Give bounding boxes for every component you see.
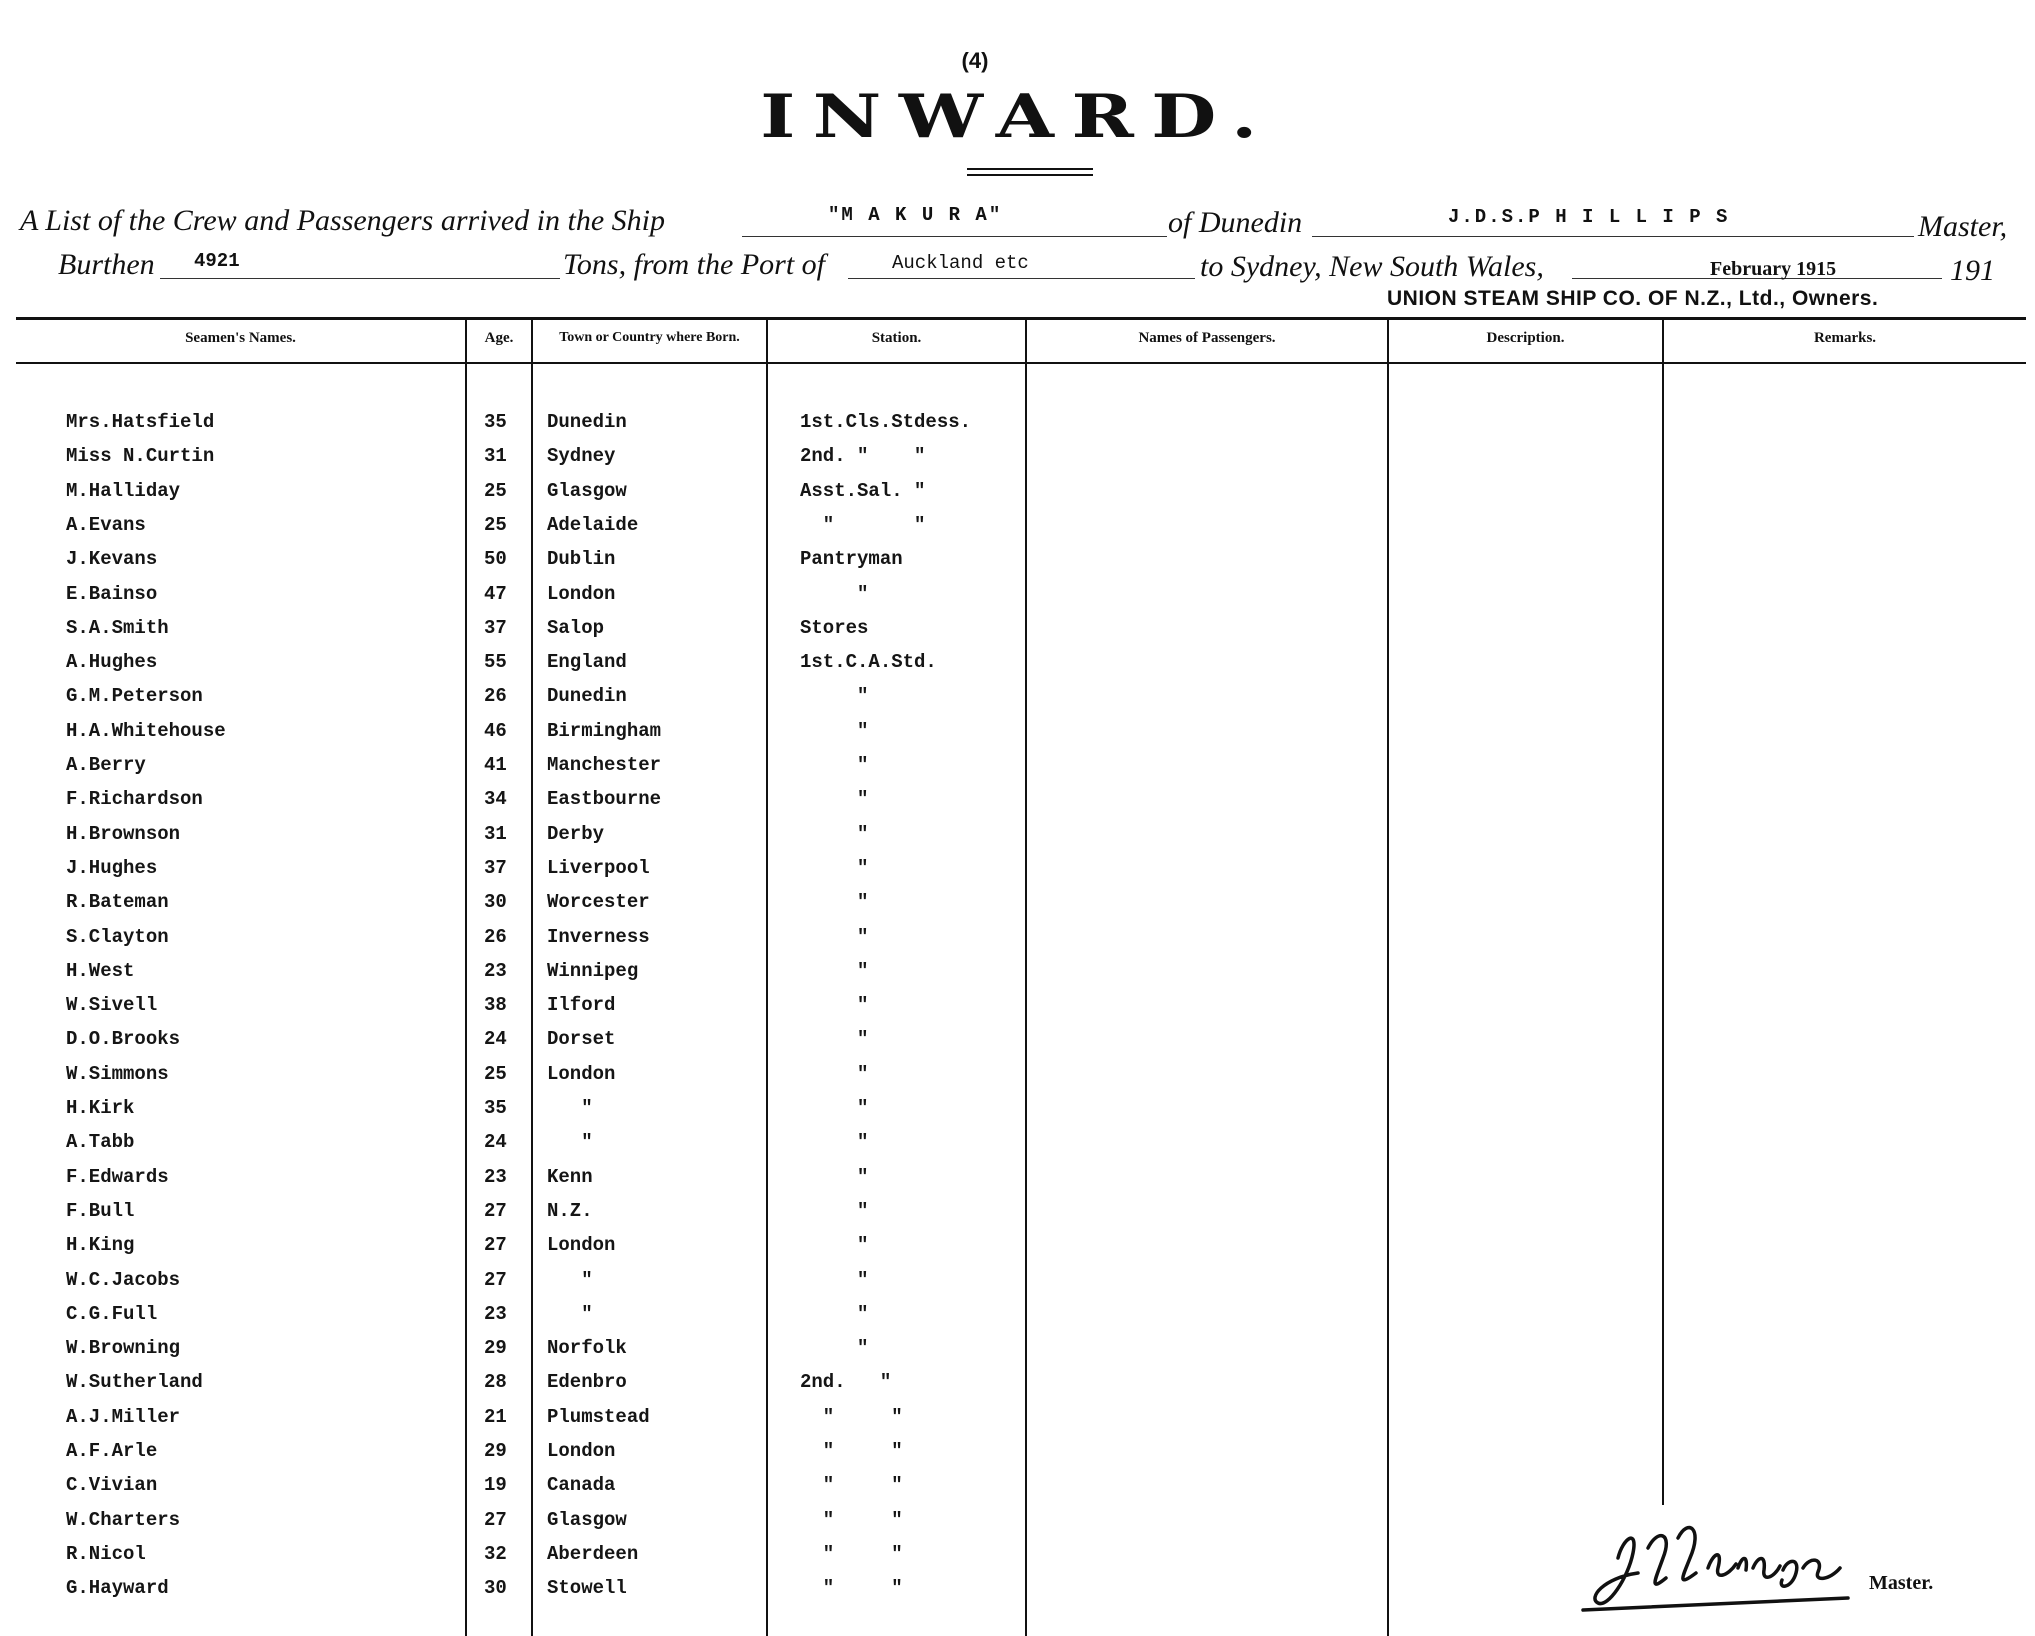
crew-age: 23 [484, 1165, 507, 1188]
crew-town: London [547, 582, 616, 605]
table-row [0, 1166, 2035, 1196]
master-fill-line [1312, 236, 1914, 237]
crew-town: Dunedin [547, 685, 627, 708]
crew-station: " [800, 891, 869, 914]
crew-town: England [547, 651, 627, 674]
crew-station: " [800, 1268, 869, 1291]
crew-age: 25 [484, 1062, 507, 1085]
crew-town: Glasgow [547, 1508, 627, 1531]
crew-age: 37 [484, 856, 507, 879]
table-row [0, 583, 2035, 613]
table-row [0, 1131, 2035, 1161]
crew-town: Norfolk [547, 1337, 627, 1360]
crew-name: W.C.Jacobs [66, 1268, 181, 1291]
column-header-age: Age. [484, 330, 514, 346]
crew-station: " [800, 1028, 869, 1051]
table-row [0, 651, 2035, 681]
crew-age: 19 [484, 1474, 507, 1497]
table-top-rule [16, 317, 2026, 320]
crew-name: W.Sutherland [66, 1371, 203, 1394]
crew-station: " [800, 754, 869, 776]
port-fill-line [848, 278, 1195, 279]
crew-town: London [547, 1234, 616, 1257]
crew-town: Adelaide [547, 513, 639, 536]
crew-station: " " [800, 1474, 903, 1497]
table-row [0, 1200, 2035, 1230]
crew-name: A.F.Arle [66, 1440, 158, 1462]
crew-town: Plumstead [547, 1405, 650, 1428]
crew-town: Aberdeen [547, 1542, 639, 1565]
crew-age: 35 [484, 1097, 507, 1119]
crew-name: W.Sivell [66, 994, 158, 1017]
column-header-town-born: Town or Country where Born. [559, 330, 740, 345]
signature-text: J.D.S.Phillips [1578, 1498, 1584, 1499]
page-title: INWARD. [760, 82, 1275, 152]
crew-name: W.Simmons [66, 1062, 169, 1085]
crew-name: Miss N.Curtin [66, 445, 215, 468]
master-label: Master, [1918, 210, 2008, 243]
title-rule-bottom [967, 174, 1093, 176]
table-header-rule [16, 362, 2026, 364]
crew-town: " [547, 1268, 593, 1291]
crew-station: " [800, 1062, 869, 1085]
crew-station: " [800, 1131, 869, 1154]
crew-name: A.Tabb [66, 1131, 135, 1154]
crew-station: " " [800, 1405, 903, 1428]
ship-name: "M A K U R A" [828, 204, 1003, 226]
crew-age: 26 [484, 925, 507, 948]
column-header-station: Station. [871, 330, 922, 346]
table-row [0, 891, 2035, 921]
table-row [0, 480, 2035, 510]
crew-name: W.Browning [66, 1337, 181, 1360]
master-signature [1578, 1498, 1858, 1618]
crew-town: Liverpool [547, 856, 650, 879]
crew-station: " [800, 856, 869, 879]
crew-age: 25 [484, 513, 507, 536]
title-rule-top [967, 168, 1093, 170]
crew-station: " [800, 1234, 869, 1257]
table-row [0, 1063, 2035, 1093]
crew-name: R.Bateman [66, 891, 169, 914]
crew-age: 47 [484, 582, 507, 605]
table-row [0, 1303, 2035, 1333]
crew-age: 38 [484, 994, 507, 1017]
crew-age: 31 [484, 445, 507, 468]
crew-name: E.Bainso [66, 582, 158, 605]
crew-town: Dublin [547, 548, 616, 571]
crew-station: Stores [800, 616, 869, 639]
crew-town: Canada [547, 1474, 616, 1497]
crew-station: " [800, 994, 869, 1017]
table-row [0, 685, 2035, 715]
date-value: February 1915 [1710, 258, 1837, 280]
form-line1-prefix: A List of the Crew and Passengers arrived in the Ship [20, 204, 665, 237]
crew-age: 34 [484, 788, 507, 811]
crew-age: 27 [484, 1199, 507, 1222]
crew-age: 55 [484, 651, 507, 674]
crew-age: 29 [484, 1337, 507, 1360]
crew-station: 2nd. " " [800, 445, 926, 468]
crew-station: 1st.C.A.Std. [800, 651, 937, 674]
owners-line: UNION STEAM SHIP CO. OF N.Z., Ltd., Owners. [1387, 287, 1879, 310]
table-row [0, 788, 2035, 818]
crew-town: " [547, 1097, 593, 1119]
table-row [0, 926, 2035, 956]
crew-station: 2nd. " [800, 1371, 892, 1394]
crew-station: " [800, 959, 869, 982]
crew-name: F.Bull [66, 1199, 135, 1222]
crew-name: M.Halliday [66, 479, 181, 502]
crew-name: F.Edwards [66, 1165, 169, 1188]
crew-name: S.A.Smith [66, 616, 169, 639]
crew-station: " " [800, 1508, 903, 1531]
crew-name: G.Hayward [66, 1577, 169, 1600]
crew-name: C.Vivian [66, 1474, 158, 1497]
crew-name: A.Evans [66, 513, 146, 536]
table-row [0, 960, 2035, 990]
crew-name: Mrs.Hatsfield [66, 411, 215, 433]
crew-age: 30 [484, 891, 507, 914]
crew-age: 46 [484, 719, 507, 742]
table-row [0, 754, 2035, 784]
table-row [0, 445, 2035, 475]
crew-station: " [800, 1302, 869, 1325]
table-row [0, 1440, 2035, 1470]
crew-name: G.M.Peterson [66, 685, 203, 708]
crew-station: Asst.Sal. " [800, 479, 926, 502]
crew-station: " " [800, 513, 926, 536]
table-row [0, 1406, 2035, 1436]
burthen-value: 4921 [194, 250, 240, 272]
crew-town: Kenn [547, 1165, 593, 1188]
table-row [0, 1269, 2035, 1299]
crew-town: Birmingham [547, 719, 662, 742]
crew-name: A.Hughes [66, 651, 158, 674]
table-row [0, 1234, 2035, 1264]
crew-town: " [547, 1302, 593, 1325]
table-row [0, 994, 2035, 1024]
signature-master-label: Master. [1869, 1572, 1934, 1594]
crew-age: 32 [484, 1542, 507, 1565]
page-number: (4) [961, 48, 989, 73]
crew-town: London [547, 1440, 616, 1462]
crew-town: Edenbro [547, 1371, 627, 1394]
crew-station: " [800, 822, 869, 845]
crew-name: H.King [66, 1234, 135, 1257]
table-row [0, 617, 2035, 647]
crew-age: 27 [484, 1508, 507, 1531]
burthen-label: Burthen [58, 248, 155, 281]
crew-age: 41 [484, 754, 507, 776]
crew-age: 30 [484, 1577, 507, 1600]
crew-town: Inverness [547, 925, 650, 948]
crew-station: " [800, 1199, 869, 1222]
crew-age: 27 [484, 1268, 507, 1291]
crew-station: " [800, 925, 869, 948]
crew-age: 28 [484, 1371, 507, 1394]
crew-town: N.Z. [547, 1199, 593, 1222]
crew-age: 31 [484, 822, 507, 845]
crew-name: J.Hughes [66, 856, 158, 879]
to-sydney-label: to Sydney, New South Wales, [1200, 250, 1544, 283]
column-header-seamen-names: Seamen's Names. [185, 330, 296, 346]
crew-town: Sydney [547, 445, 616, 468]
crew-name: R.Nicol [66, 1542, 146, 1565]
crew-station: " [800, 719, 869, 742]
crew-town: " [547, 1131, 593, 1154]
crew-station: " [800, 788, 869, 811]
crew-town: Manchester [547, 754, 662, 776]
ship-fill-line [742, 236, 1167, 237]
crew-town: Stowell [547, 1577, 627, 1600]
crew-town: Eastbourne [547, 788, 662, 811]
year-label: 191 [1950, 254, 1995, 287]
crew-station: " [800, 1337, 869, 1360]
port-value: Auckland etc [892, 252, 1029, 274]
crew-age: 24 [484, 1131, 507, 1154]
crew-name: H.Kirk [66, 1097, 135, 1119]
crew-name: H.West [66, 959, 135, 982]
crew-station: " " [800, 1440, 903, 1462]
table-row [0, 1097, 2035, 1127]
column-header-passenger-names: Names of Passengers. [1138, 330, 1276, 346]
master-name: J.D.S.P H I L L I P S [1448, 206, 1730, 228]
crew-name: W.Charters [66, 1508, 181, 1531]
crew-town: London [547, 1062, 616, 1085]
crew-age: 23 [484, 959, 507, 982]
crew-station: " " [800, 1542, 903, 1565]
crew-name: H.Brownson [66, 822, 181, 845]
crew-station: Pantryman [800, 548, 903, 571]
tons-label: Tons, from the Port of [563, 248, 825, 281]
crew-station: " " [800, 1577, 903, 1600]
crew-station: " [800, 1165, 869, 1188]
crew-name: H.A.Whitehouse [66, 719, 226, 742]
of-dunedin-label: of Dunedin [1168, 206, 1303, 239]
crew-town: Ilford [547, 994, 616, 1017]
crew-town: Winnipeg [547, 959, 639, 982]
crew-town: Dunedin [547, 411, 627, 433]
crew-station: 1st.Cls.Stdess. [800, 411, 972, 433]
table-row [0, 1337, 2035, 1367]
crew-age: 35 [484, 411, 507, 433]
crew-station: " [800, 582, 869, 605]
crew-age: 27 [484, 1234, 507, 1257]
crew-age: 29 [484, 1440, 507, 1462]
table-row [0, 514, 2035, 544]
crew-name: J.Kevans [66, 548, 158, 571]
crew-age: 23 [484, 1302, 507, 1325]
crew-age: 25 [484, 479, 507, 502]
crew-age: 50 [484, 548, 507, 571]
table-row [0, 411, 2035, 441]
table-row [0, 857, 2035, 887]
crew-name: C.G.Full [66, 1302, 158, 1325]
crew-town: Dorset [547, 1028, 616, 1051]
table-row [0, 720, 2035, 750]
table-row [0, 823, 2035, 853]
crew-town: Derby [547, 822, 605, 845]
crew-station: " [800, 1097, 869, 1119]
crew-age: 21 [484, 1405, 507, 1428]
table-row [0, 1028, 2035, 1058]
crew-name: F.Richardson [66, 788, 203, 811]
crew-age: 24 [484, 1028, 507, 1051]
crew-age: 26 [484, 685, 507, 708]
crew-name: A.J.Miller [66, 1405, 181, 1428]
crew-name: D.O.Brooks [66, 1028, 181, 1051]
burthen-fill-line [160, 278, 560, 279]
crew-town: Salop [547, 616, 605, 639]
column-header-description: Description. [1486, 330, 1565, 346]
crew-town: Worcester [547, 891, 650, 914]
crew-station: " [800, 685, 869, 708]
column-header-remarks: Remarks. [1813, 330, 1877, 346]
crew-name: S.Clayton [66, 925, 169, 948]
crew-age: 37 [484, 616, 507, 639]
table-row [0, 548, 2035, 578]
crew-town: Glasgow [547, 479, 627, 502]
table-row [0, 1371, 2035, 1401]
crew-name: A.Berry [66, 754, 146, 776]
